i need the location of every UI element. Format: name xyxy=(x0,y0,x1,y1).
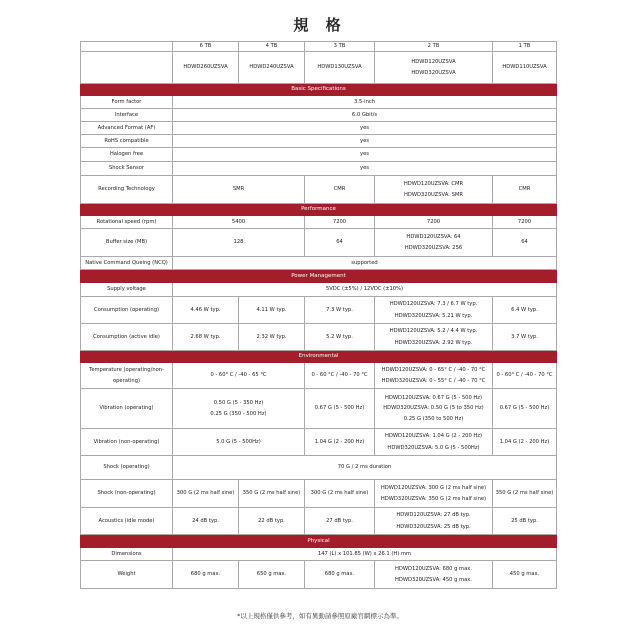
row-rpm: Rotational speed (rpm) 5400 7200 7200 7200 xyxy=(81,216,557,229)
footer-note: *以上規格僅供參考，如有異動請參照原廠官網標示為準。 xyxy=(237,612,403,620)
model-4tb: HDWD240UZSVA xyxy=(239,52,305,84)
row-acoustics: Acoustics (idle mode) 24 dB typ. 22 dB typ. 27 dB typ. HDWD120UZSVA: 27 dB typ. HDWD320UZSVA: 25 dB typ. 25 dB typ. xyxy=(81,508,557,535)
row-ncq: Native Command Queing (NCQ) supported xyxy=(81,257,557,270)
row-temperature: Temperature (operating/non- operating) 0 - 60° C / -40 - 65 °C 0 - 60 °C / -40 - 70 °C HDWD120UZSVA: 0 - 65° C / -40 - 70 °C HDWD320UZSVA: 0 - 55° C / -40 - 70 °C 0 - 60° C / -40 - 70 °C xyxy=(81,363,557,389)
model-3tb: HDWD130UZSVA xyxy=(305,52,375,84)
section-performance: Performance xyxy=(81,204,557,216)
model-2tb: HDWD120UZSVA HDWD320UZSVA xyxy=(375,52,493,84)
col-3tb: 3 TB xyxy=(305,42,375,52)
col-4tb: 4 TB xyxy=(239,42,305,52)
row-rohs: RoHS compatible yes xyxy=(81,135,557,148)
model-row xyxy=(81,52,557,84)
row-interface: Interface 6.0 Gbit/s xyxy=(81,109,557,122)
row-shock-sensor: Shock Sensor yes xyxy=(81,162,557,176)
model-1tb: HDWD110UZSVA xyxy=(493,52,557,84)
row-buffer: Buffer size (MB) 128 64 HDWD120UZSVA: 64 HDWD320UZSVA: 256 64 xyxy=(81,229,557,257)
row-weight: Weight 680 g max. 650 g max. 680 g max. HDWD120UZSVA: 680 g max. HDWD320UZSVA: 450 g max. 450 g max. xyxy=(81,561,557,589)
col-2tb: 2 TB xyxy=(375,42,493,52)
section-physical: Physical xyxy=(81,535,557,548)
page-title: 規 格 xyxy=(293,16,347,34)
row-dimensions: Dimensions 147 (L) x 101.85 (W) x 26.1 (H) mm xyxy=(81,548,557,561)
model-label-cell xyxy=(81,52,173,84)
model-6tb: HDWD260UZSVA xyxy=(173,52,239,84)
row-form-factor: Form factor 3.5-inch xyxy=(81,96,557,109)
section-environmental: Environmental xyxy=(81,351,557,363)
row-supply: Supply voltage 5VDC (±5%) / 12VDC (±10%) xyxy=(81,283,557,297)
row-consumption-idle: Consumption (active idle) 2.68 W typ. 2.32 W typ. 5.2 W typ. HDWD120UZSVA: 5.2 / 4.4 W typ. HDWD320UZSVA: 2.92 W typ. 3.7 W typ. xyxy=(81,324,557,351)
row-vibration-op: Vibration (operating) 0.50 G (5 - 350 Hz) 0.25 G (350 - 500 Hz) 0.67 G (5 - 500 Hz) HDWD120UZSVA: 0.67 G (5 - 500 Hz) HDWD320UZSVA: 0.50 G (5 to 350 Hz) 0.25 G (350 to 500 Hz) 0.67 G (5 - 500 Hz) xyxy=(81,389,557,429)
spec-table xyxy=(80,41,557,589)
col-6tb: 6 TB xyxy=(173,42,239,52)
row-vibration-non: Vibration (non-operating) 5.0 G (5 - 500Hz) 1.04 G (2 - 200 Hz) HDWD120UZSVA: 1.04 G (2 - 200 Hz) HDWD320UZSVA: 5.0 G (5 - 500Hz) 1.04 G (2 - 200 Hz) xyxy=(81,429,557,456)
row-halogen: Halogen free yes xyxy=(81,148,557,162)
section-power: Power Management xyxy=(81,270,557,283)
row-advanced-format: Advanced Format (AF) yes xyxy=(81,122,557,135)
row-shock-op: Shock (operating) 70 G / 2 ms duration xyxy=(81,456,557,480)
row-recording: Recording Technology SMR CMR HDWD120UZSVA: CMR HDWD320UZSVA: SMR CMR xyxy=(81,176,557,204)
col-1tb: 1 TB xyxy=(493,42,557,52)
capacity-header-row xyxy=(81,42,557,52)
corner-cell xyxy=(81,42,173,52)
row-shock-non: Shock (non-operating) 300 G (2 ms half sine) 350 G (2 ms half sine) 300 G (2 ms half sine) HDWD120UZSVA: 300 G (2 ms half sine) HDWD320UZSVA: 350 G (2 ms half sine) 350 G (2 ms half sine) xyxy=(81,480,557,508)
row-consumption-op: Consumption (operating) 4.46 W typ. 4.11 W typ. 7.3 W typ. HDWD120UZSVA: 7.3 / 6.7 W typ. HDWD320UZSVA: 5.21 W typ. 6.4 W typ. xyxy=(81,297,557,324)
section-basic: Basic Specifications xyxy=(81,84,557,96)
